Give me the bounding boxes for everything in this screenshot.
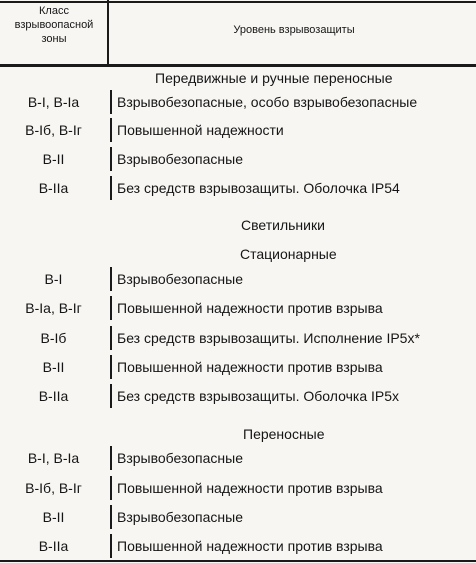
column-divider [110, 534, 112, 558]
zone-class-cell: В-IIа [38, 388, 69, 404]
column-divider [110, 446, 112, 470]
column-divider [110, 267, 112, 291]
table-row [0, 296, 476, 320]
section-title-mobile: Передвижные и ручные переносные [155, 70, 393, 86]
protection-level-cell: Повышенной надежности против взрыва [117, 300, 383, 316]
zone-class-cell: В-Iа, В-Iг [25, 300, 82, 316]
section-title-luminaires: Светильники [241, 217, 325, 233]
section-title-stationary: Стационарные [240, 246, 337, 262]
zone-class-cell: В-IIа [38, 538, 69, 554]
table-row [0, 326, 476, 350]
column-divider [110, 476, 112, 500]
column-divider [110, 90, 112, 114]
column-divider [110, 326, 112, 350]
column-divider [110, 384, 112, 408]
protection-level-cell: Без средств взрывозащиты. Оболочка IP5x [117, 388, 400, 404]
section-title-portable: Переносные [243, 426, 325, 442]
zone-class-cell: В-Iб, В-Iг [25, 480, 82, 496]
table-row [0, 147, 476, 171]
protection-level-cell: Повышенной надежности против взрыва [117, 359, 383, 375]
zone-class-cell: В-IIа [38, 180, 69, 196]
protection-level-cell: Повышенной надежности против взрыва [117, 480, 383, 496]
table-row [0, 90, 476, 114]
table-row [0, 118, 476, 142]
column-divider [110, 296, 112, 320]
column-divider [110, 118, 112, 142]
column-divider [110, 176, 112, 200]
zone-class-cell: В-I, В-Iа [27, 450, 80, 466]
zone-class-cell: В-II [42, 151, 65, 167]
table-row [0, 534, 476, 558]
table-row [0, 476, 476, 500]
table-top-rule [0, 1, 476, 3]
table-row [0, 384, 476, 408]
header-zone-class: Класс взрывоопасной зоны [14, 5, 94, 45]
protection-level-cell: Повышенной надежности против взрыва [117, 538, 383, 554]
column-divider [110, 355, 112, 379]
column-divider [110, 147, 112, 171]
table-row [0, 446, 476, 470]
zone-class-cell: В-I [44, 271, 63, 287]
protection-level-cell: Взрывобезопасные, особо взрывобезопасные [117, 94, 418, 110]
protection-level-cell: Без средств взрывозащиты. Исполнение IP5x* [117, 330, 420, 346]
table-row [0, 176, 476, 200]
protection-level-cell: Взрывобезопасные [117, 151, 244, 167]
zone-class-cell: В-II [42, 359, 65, 375]
zone-class-cell: В-Iб [40, 330, 67, 346]
table-bottom-rule [0, 560, 476, 562]
protection-level-cell: Повышенной надежности [117, 122, 284, 138]
table-row [0, 355, 476, 379]
protection-level-cell: Взрывобезопасные [117, 271, 244, 287]
protection-level-cell: Взрывобезопасные [117, 450, 244, 466]
protection-level-cell: Без средств взрывозащиты. Оболочка IP54 [117, 180, 400, 196]
protection-level-cell: Взрывобезопасные [117, 509, 244, 525]
table-row [0, 505, 476, 529]
header-bottom-rule [0, 64, 476, 67]
header-protection-level: Уровень взрывозащиты [233, 24, 355, 36]
zone-class-cell: В-Iб, В-Iг [25, 122, 82, 138]
header-divider [107, 0, 109, 64]
zone-class-cell: В-I, В-Ia [27, 94, 80, 110]
column-divider [110, 505, 112, 529]
table-row [0, 267, 476, 291]
zone-class-cell: В-II [42, 509, 65, 525]
